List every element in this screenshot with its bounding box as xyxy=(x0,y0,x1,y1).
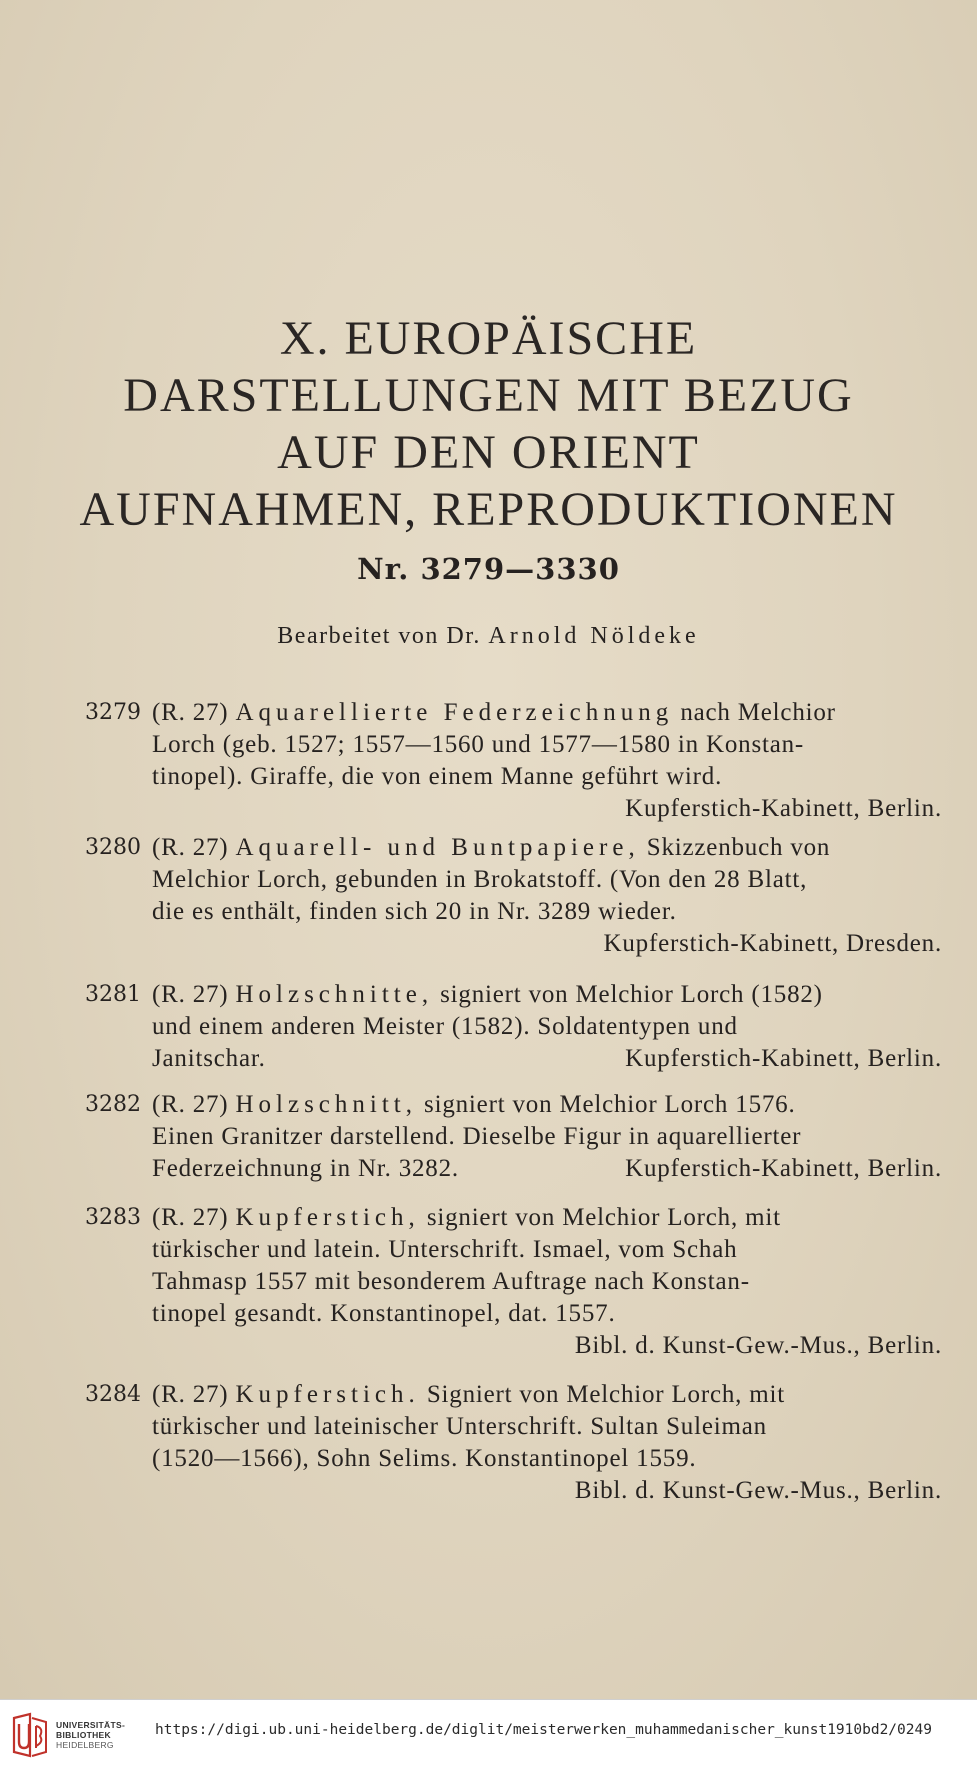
entry-ref: (R. 27) xyxy=(152,1091,236,1118)
entry-text: nach Melchior xyxy=(673,699,836,726)
entry-line: und einem anderen Meister (1582). Soldatentypen und xyxy=(152,1013,738,1040)
entry-location: Kupferstich-Kabinett, Berlin. xyxy=(625,795,942,822)
footer-bar xyxy=(0,1699,977,1770)
editor-prefix: Bearbeitet von Dr. xyxy=(277,623,481,649)
entry-ref: (R. 27) xyxy=(152,699,236,726)
entry-line: Federzeichnung in Nr. 3282. xyxy=(152,1155,459,1182)
entry-location: Kupferstich-Kabinett, Dresden. xyxy=(603,930,942,957)
entry-text: Skizzenbuch von xyxy=(639,834,831,861)
entry-line: (1520—1566), Sohn Selims. Konstantinopel 1559. xyxy=(152,1445,697,1472)
entry-ref: (R. 27) xyxy=(152,834,236,861)
entry-line: tinopel gesandt. Konstantinopel, dat. 1557. xyxy=(152,1300,616,1327)
entry-text: signiert von Melchior Lorch 1576. xyxy=(417,1091,796,1118)
entry-ref: (R. 27) xyxy=(152,1381,236,1408)
entry-location: Bibl. d. Kunst-Gew.-Mus., Berlin. xyxy=(574,1477,942,1504)
entry-object: Aquarell- und Buntpapiere, xyxy=(235,834,640,861)
title-line: DARSTELLUNGEN MIT BEZUG xyxy=(123,369,854,422)
entry-line: Einen Granitzer darstellend. Dieselbe Figur in aquarellierter xyxy=(152,1123,802,1150)
title-line: X. EUROPÄISCHE xyxy=(279,312,698,365)
title-line: AUF DEN ORIENT xyxy=(277,426,700,479)
entry-number: 3284 xyxy=(85,1382,141,1407)
entry-line xyxy=(152,1090,942,1120)
ub-heidelberg-logo-icon[interactable] xyxy=(10,1712,50,1760)
entry-line: Janitschar. xyxy=(152,1045,266,1072)
entry-object: Kupferstich. xyxy=(235,1381,420,1408)
entry-object: Aquarellierte Federzeichnung xyxy=(235,699,674,726)
library-line: BIBLIOTHEK xyxy=(56,1730,111,1740)
entry-location: Kupferstich-Kabinett, Berlin. xyxy=(625,1045,942,1072)
entry-text: Signiert von Melchior Lorch, mit xyxy=(419,1381,785,1408)
entry-number: 3279 xyxy=(85,700,141,725)
entry-ref: (R. 27) xyxy=(152,981,236,1008)
entry-location: Bibl. d. Kunst-Gew.-Mus., Berlin. xyxy=(574,1332,942,1359)
section-title xyxy=(0,310,977,538)
entry-object: Holzschnitt, xyxy=(235,1091,417,1118)
entry-number: 3282 xyxy=(85,1092,141,1117)
entry-line xyxy=(152,698,942,728)
entry-text: signiert von Melchior Lorch (1582) xyxy=(433,981,823,1008)
editor-credit xyxy=(0,623,977,650)
entry-line: tinopel). Giraffe, die von einem Manne geführt wird. xyxy=(152,763,723,790)
editor-name: Arnold Nöldeke xyxy=(488,623,700,649)
title-line: AUFNAHMEN, REPRODUKTIONEN xyxy=(79,483,898,536)
entry-object: Holzschnitte, xyxy=(235,981,434,1008)
entry-line: Lorch (geb. 1527; 1557—1560 und 1577—1580 in Konstan- xyxy=(152,731,805,758)
entry-number: 3281 xyxy=(85,982,141,1007)
entry-line: Tahmasp 1557 mit besonderem Auftrage nach Konstan- xyxy=(152,1268,750,1295)
entry-location: Kupferstich-Kabinett, Berlin. xyxy=(625,1155,942,1182)
entry-line: die es enthält, finden sich 20 in Nr. 3289 wieder. xyxy=(152,898,677,925)
library-line: HEIDELBERG xyxy=(56,1740,114,1750)
entry-ref: (R. 27) xyxy=(152,1204,236,1231)
entry-line xyxy=(152,980,942,1010)
entry-line xyxy=(152,1203,942,1233)
entry-line: türkischer und latein. Unterschrift. Ismael, vom Schah xyxy=(152,1236,738,1263)
entry-line: türkischer und lateinischer Unterschrift. Sultan Suleiman xyxy=(152,1413,767,1440)
number-range: Nr. 3279—3330 xyxy=(357,552,620,586)
entry-object: Kupferstich, xyxy=(235,1204,420,1231)
entry-text: signiert von Melchior Lorch, mit xyxy=(419,1204,781,1231)
library-name xyxy=(56,1720,125,1750)
entry-line: Melchior Lorch, gebunden in Brokatstoff. (Von den 28 Blatt, xyxy=(152,866,808,893)
library-line: UNIVERSITÄTS- xyxy=(56,1720,126,1730)
entry-number: 3280 xyxy=(85,835,141,860)
source-url-link[interactable]: https://digi.ub.uni-heidelberg.de/diglit/meisterwerken_muhammedanischer_kunst1910bd2/0249 xyxy=(155,1722,932,1738)
entry-line xyxy=(152,1380,942,1410)
entry-line xyxy=(152,833,942,863)
entry-number: 3283 xyxy=(85,1205,141,1230)
